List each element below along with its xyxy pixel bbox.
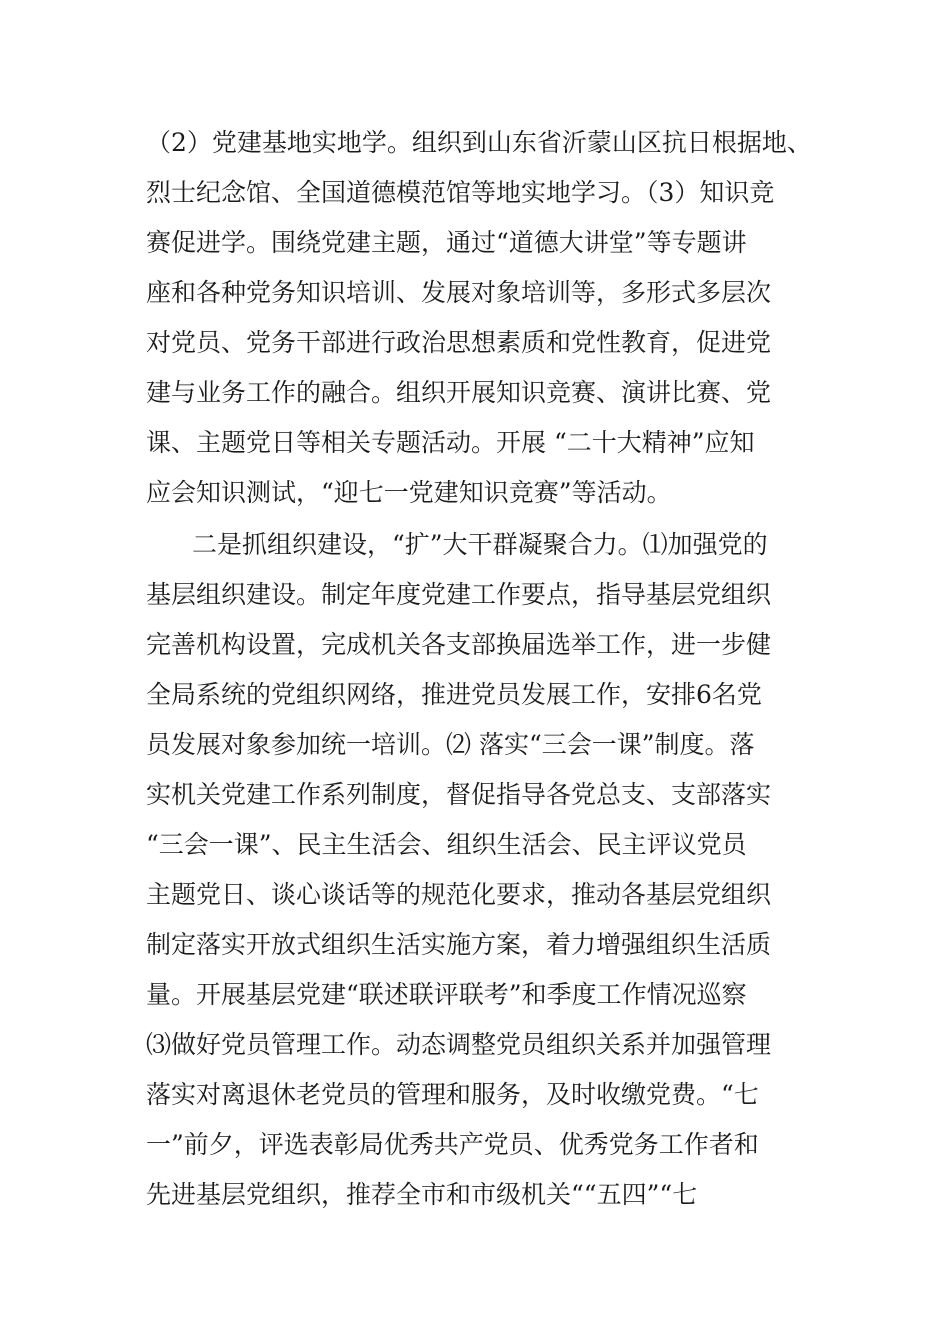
- text-line: 烈士纪念馆、全国道德模范馆等地实地学习。（3）知识竞: [146, 178, 775, 207]
- text-line: 基层组织建设。制定年度党建工作要点，指导基层党组织: [146, 580, 772, 609]
- text-line: 主题党日、谈心谈话等的规范化要求，推动各基层党组织: [146, 880, 772, 909]
- text-line: 全局系统的党组织网络，推进党员发展工作，安排6名党: [146, 680, 762, 709]
- text-line: 应会知识测试，“迎七一党建知识竞赛”等活动。: [146, 478, 672, 507]
- text-line: 完善机构设置，完成机关各支部换届选举工作，进一步健: [146, 630, 772, 659]
- text-line: 课、主题党日等相关专题活动。开展 “二十大精神”应知: [146, 428, 755, 457]
- text-line: 员发展对象参加统一培训。⑵ 落实“三会一课”制度。落: [146, 730, 755, 759]
- text-line: 制定落实开放式组织生活实施方案，着力增强组织生活质: [146, 930, 772, 959]
- text-line: 座和各种党务知识培训、发展对象培训等，多形式多层次: [146, 278, 772, 307]
- text-line: （2）党建基地实地学。组织到山东省沂蒙山区抗日根据地、: [146, 128, 812, 157]
- text-line: 对党员、党务干部进行政治思想素质和党性教育，促进党: [146, 328, 772, 357]
- text-line: 实机关党建工作系列制度，督促指导各党总支、支部落实: [146, 780, 772, 809]
- text-line: 先进基层党组织，推荐全市和市级机关““五四”“七: [146, 1180, 698, 1209]
- text-line: 量。开展基层党建“联述联评联考”和季度工作情况巡察: [146, 980, 747, 1009]
- text-line: 一”前夕，评选表彰局优秀共产党员、优秀党务工作者和: [146, 1130, 759, 1159]
- text-line: 落实对离退休老党员的管理和服务，及时收缴党费。“七: [146, 1080, 759, 1109]
- text-line: “三会一课”、民主生活会、组织生活会、民主评议党员: [146, 830, 747, 859]
- paragraph-first-line: 二是抓组织建设，“扩”大干群凝聚合力。⑴加强党的: [192, 530, 768, 559]
- text-line: 建与业务工作的融合。组织开展知识竞赛、演讲比赛、党: [146, 378, 772, 407]
- text-line: 赛促进学。围绕党建主题，通过“道德大讲堂”等专题讲: [146, 228, 747, 257]
- text-line: ⑶做好党员管理工作。动态调整党员组织关系并加强管理: [146, 1030, 772, 1059]
